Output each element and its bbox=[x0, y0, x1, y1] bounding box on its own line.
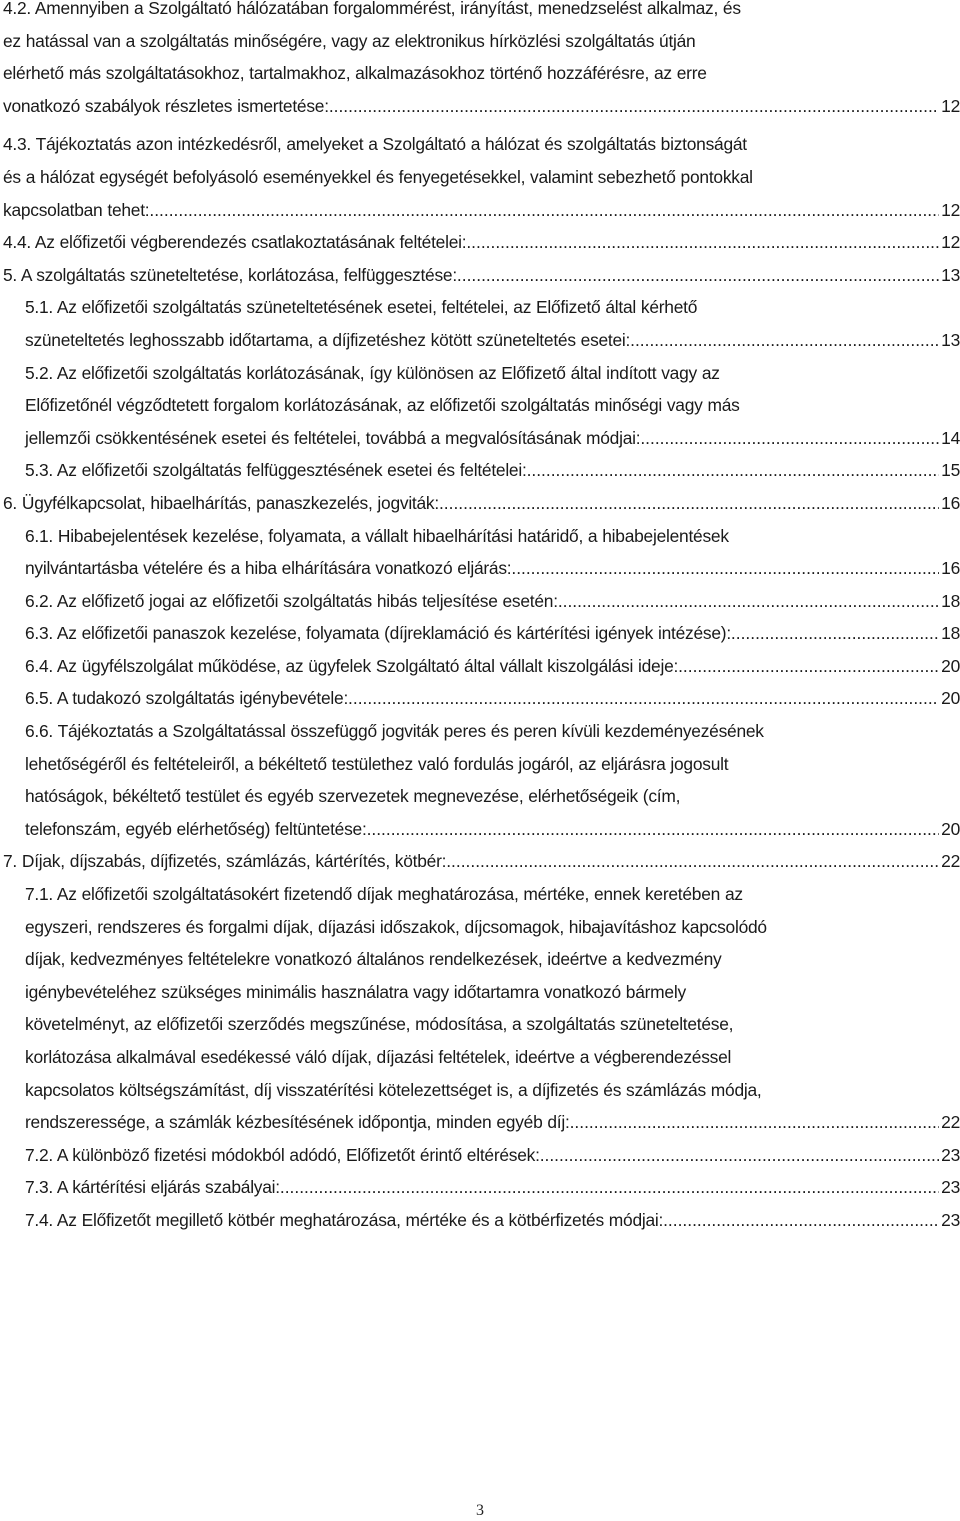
page-ref: 20 bbox=[941, 688, 960, 709]
leader-dots bbox=[678, 650, 939, 683]
toc-entry-line: lehetőségéről és feltételeiről, a békéltető testülethez való fordulás jogáról, az eljárásra jogosult bbox=[25, 753, 729, 774]
toc-entry-line: 4.4. Az előfizetői végberendezés csatlakoztatásának feltételei: bbox=[3, 232, 467, 253]
leader-dots bbox=[149, 194, 939, 227]
toc-entry-6-5[interactable] bbox=[0, 682, 960, 715]
toc-entry-line: egyszeri, rendszeres és forgalmi díjak, díjazási időszakok, díjcsomagok, hibajavításhoz kapcsolódó bbox=[25, 916, 767, 937]
page-ref: 13 bbox=[941, 264, 960, 285]
toc-entry-7-4[interactable] bbox=[0, 1204, 960, 1237]
page-ref: 22 bbox=[941, 851, 960, 872]
toc-entry-5-2[interactable] bbox=[0, 357, 960, 455]
leader-dots bbox=[348, 682, 939, 715]
toc-entry-line: 4.2. Amennyiben a Szolgáltató hálózatában forgalommérést, irányítást, menedzselést alkalmaz, és bbox=[3, 0, 741, 18]
toc-entry-line: szüneteltetés leghosszabb időtartama, a díjfizetéshez kötött szüneteltetés esetei: bbox=[25, 329, 631, 350]
toc-entry-6[interactable] bbox=[0, 487, 960, 520]
page-ref: 18 bbox=[941, 590, 960, 611]
page-ref: 12 bbox=[941, 199, 960, 220]
toc-entry-line: vonatkozó szabályok részletes ismertetése: bbox=[3, 95, 329, 116]
toc-entry-line: 6.4. Az ügyfélszolgálat működése, az ügyfelek Szolgáltató által vállalt kiszolgálási ideje: bbox=[25, 655, 679, 676]
toc-entry-line: 6.5. A tudakozó szolgáltatás igénybevétele: bbox=[25, 688, 349, 709]
page-ref: 12 bbox=[941, 95, 960, 116]
page-ref: 13 bbox=[941, 329, 960, 350]
toc-entry-line: 7. Díjak, díjszabás, díjfizetés, számlázás, kártérítés, kötbér: bbox=[3, 851, 447, 872]
page-ref: 14 bbox=[941, 427, 960, 448]
page-ref: 20 bbox=[941, 655, 960, 676]
toc-entry-line: elérhető más szolgáltatásokhoz, tartalmakhoz, alkalmazásokhoz történő hozzáférésre, az erre bbox=[3, 63, 707, 84]
leader-dots bbox=[570, 1106, 940, 1139]
toc-entry-line: 5.2. Az előfizetői szolgáltatás korlátozásának, így különösen az Előfizető által indított vagy az bbox=[25, 362, 720, 383]
toc-entry-5-1[interactable] bbox=[0, 291, 960, 356]
page-ref: 16 bbox=[941, 558, 960, 579]
toc-entry-line: Előfizetőnél végződtetett forgalom korlátozásának, az előfizetői szolgáltatás minőségi vagy más bbox=[25, 395, 740, 416]
leader-dots bbox=[511, 552, 939, 585]
page-ref: 12 bbox=[941, 232, 960, 253]
leader-dots bbox=[466, 226, 939, 259]
toc-entry-6-6[interactable] bbox=[0, 715, 960, 845]
page-number: 3 bbox=[476, 1502, 484, 1519]
page-ref: 20 bbox=[941, 818, 960, 839]
toc-entry-4-2[interactable] bbox=[0, 0, 960, 122]
toc-entry-line: 6. Ügyfélkapcsolat, hibaelhárítás, panaszkezelés, jogviták: bbox=[3, 492, 439, 513]
page-ref: 16 bbox=[941, 492, 960, 513]
toc-entry-line: igénybevételéhez szükséges minimális használatra vagy időtartamra vonatkozó bármely bbox=[25, 981, 686, 1002]
toc-entry-7[interactable] bbox=[0, 845, 960, 878]
page-ref: 22 bbox=[941, 1112, 960, 1133]
leader-dots bbox=[663, 1204, 939, 1237]
leader-dots bbox=[630, 324, 939, 357]
toc-entry-line: 7.4. Az Előfizetőt megillető kötbér meghatározása, mértéke és a kötbérfizetés módjai: bbox=[25, 1209, 664, 1230]
leader-dots bbox=[439, 487, 939, 520]
toc-entry-line: 5.1. Az előfizetői szolgáltatás szüneteltetésének esetei, feltételei, az Előfizető által kérhető bbox=[25, 297, 698, 318]
toc-entry-7-1[interactable] bbox=[0, 878, 960, 1139]
toc-entry-line: kapcsolatos költségszámítást, díj visszatérítési kötelezettséget is, a díjfizetés és számlázás módja, bbox=[25, 1079, 762, 1100]
toc-entry-line: 7.3. A kártérítési eljárás szabályai: bbox=[25, 1177, 280, 1198]
toc-entry-line: 6.1. Hibabejelentések kezelése, folyamata, a vállalt hibaelhárítási határidő, a hibabejelentések bbox=[25, 525, 729, 546]
leader-dots bbox=[457, 259, 939, 292]
toc-entry-5-3[interactable] bbox=[0, 454, 960, 487]
toc-entry-line: 6.6. Tájékoztatás a Szolgáltatással összefüggő jogviták peres és peren kívüli kezdeményezésének bbox=[25, 721, 764, 742]
toc-entry-line: jellemzői csökkentésének esetei és feltételei, továbbá a megvalósításának módjai: bbox=[25, 427, 641, 448]
page-ref: 15 bbox=[941, 460, 960, 481]
leader-dots bbox=[329, 90, 939, 123]
page-ref: 23 bbox=[941, 1209, 960, 1230]
toc-entry-line: követelményt, az előfizetői szerződés megszűnése, módosítása, a szolgáltatás szüneteltetése, bbox=[25, 1014, 734, 1035]
leader-dots bbox=[367, 813, 940, 846]
toc-entry-line: nyilvántartásba vételére és a hiba elhárítására vonatkozó eljárás: bbox=[25, 558, 512, 579]
toc-entry-7-3[interactable] bbox=[0, 1171, 960, 1204]
page-ref: 23 bbox=[941, 1177, 960, 1198]
toc-entry-line: telefonszám, egyéb elérhetőség) feltüntetése: bbox=[25, 818, 367, 839]
toc-entry-6-4[interactable] bbox=[0, 650, 960, 683]
toc-entry-line: 6.3. Az előfizetői panaszok kezelése, folyamata (díjreklamáció és kártérítési igények intézése): bbox=[25, 623, 731, 644]
toc-entry-6-2[interactable] bbox=[0, 585, 960, 618]
toc-entry-line: 7.2. A különböző fizetési módokból adódó, Előfizetőt érintő eltérések: bbox=[25, 1144, 540, 1165]
toc-entry-line: 5. A szolgáltatás szüneteltetése, korlátozása, felfüggesztése: bbox=[3, 264, 457, 285]
toc-entry-6-1[interactable] bbox=[0, 520, 960, 585]
toc-entry-4-4[interactable] bbox=[0, 226, 960, 259]
leader-dots bbox=[558, 585, 939, 618]
page-ref: 23 bbox=[941, 1144, 960, 1165]
leader-dots bbox=[731, 617, 939, 650]
leader-dots bbox=[280, 1171, 939, 1204]
toc-entry-7-2[interactable] bbox=[0, 1139, 960, 1172]
leader-dots bbox=[446, 845, 939, 878]
toc-entry-line: ez hatással van a szolgáltatás minőségére, vagy az elektronikus hírközlési szolgáltatás útján bbox=[3, 30, 696, 51]
toc-entry-line: és a hálózat egységét befolyásoló eseményekkel és fenyegetésekkel, valamint sebezhető pontokkal bbox=[3, 166, 753, 187]
toc-entry-line: rendszeressége, a számlák kézbesítésének időpontja, minden egyéb díj: bbox=[25, 1112, 570, 1133]
toc-entry-6-3[interactable] bbox=[0, 617, 960, 650]
toc-entry-line: 7.1. Az előfizetői szolgáltatásokért fizetendő díjak meghatározása, mértéke, ennek keretében az bbox=[25, 884, 743, 905]
toc-entry-line: 4.3. Tájékoztatás azon intézkedésről, amelyeket a Szolgáltató a hálózat és szolgáltatás biztonságát bbox=[3, 134, 747, 155]
leader-dots bbox=[640, 422, 939, 455]
leader-dots bbox=[527, 454, 940, 487]
page-ref: 18 bbox=[941, 623, 960, 644]
toc-entry-line: korlátozása alkalmával esedékessé váló díjak, díjazási feltételek, ideértve a végberendezéssel bbox=[25, 1047, 732, 1067]
toc-entry-line: kapcsolatban tehet: bbox=[3, 199, 150, 220]
toc-entry-5[interactable] bbox=[0, 259, 960, 292]
toc-entry-line: díjak, kedvezményes feltételekre vonatkozó általános rendelkezések, ideértve a kedvezmény bbox=[25, 949, 722, 970]
toc-entry-line: 5.3. Az előfizetői szolgáltatás felfüggesztésének esetei és feltételei: bbox=[25, 460, 527, 481]
toc-entry-line: hatóságok, békéltető testület és egyéb szervezetek megnevezése, elérhetőségeik (cím, bbox=[25, 786, 681, 807]
leader-dots bbox=[540, 1139, 939, 1172]
toc-entry-4-3[interactable] bbox=[0, 128, 960, 226]
toc-entry-line: 6.2. Az előfizető jogai az előfizetői szolgáltatás hibás teljesítése esetén: bbox=[25, 590, 558, 611]
